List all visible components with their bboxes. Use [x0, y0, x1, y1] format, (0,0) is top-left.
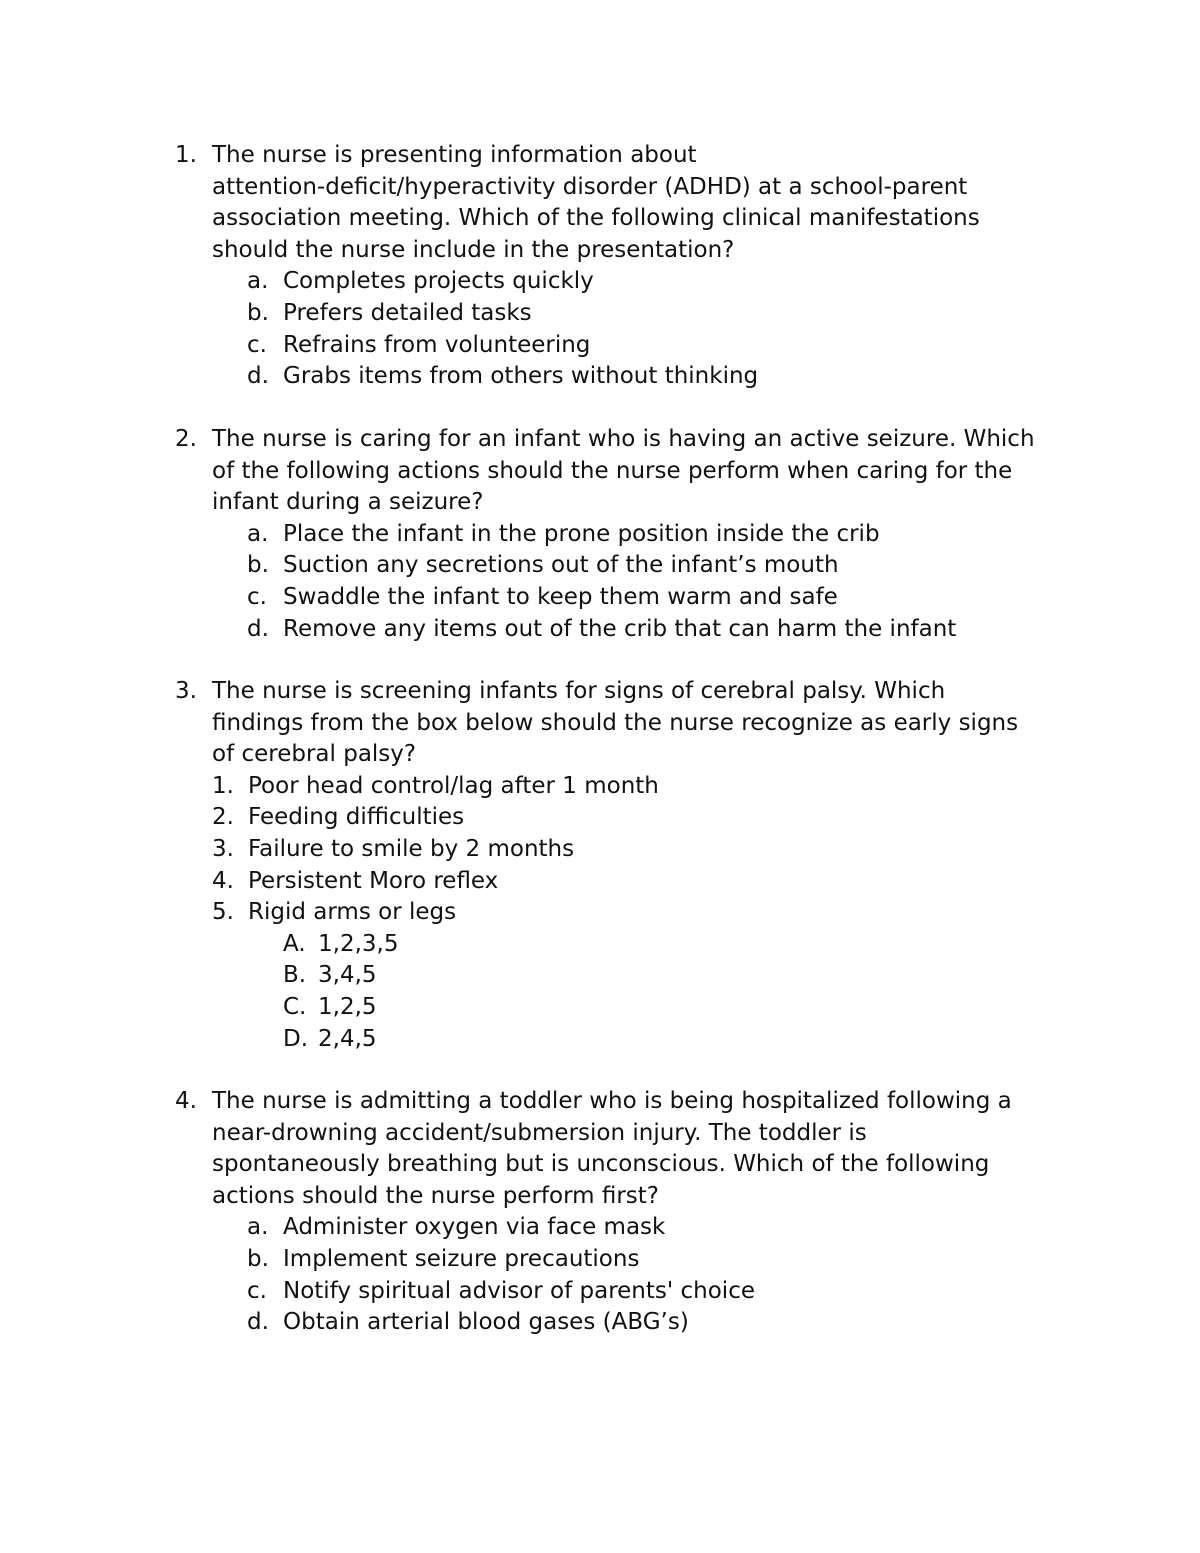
finding-item: [0, 771, 1200, 803]
answer-option: [0, 519, 1200, 551]
question-stem-line: [0, 1118, 1200, 1150]
question-number: 3.: [175, 678, 197, 704]
option-text: Implement seizure precautions: [283, 1245, 640, 1272]
question-1: [0, 140, 1200, 393]
option-text: Administer oxygen via face mask: [283, 1214, 666, 1241]
finding-item: [0, 802, 1200, 834]
question-stem-text: infant during a seizure?: [212, 489, 484, 516]
question-stem-line: [0, 203, 1200, 235]
choice-letter: B.: [283, 962, 307, 989]
question-stem-text: actions should the nurse perform first?: [212, 1182, 660, 1209]
finding-text: Poor head control/lag after 1 month: [248, 772, 659, 799]
question-stem-line: [0, 739, 1200, 771]
question-stem-line: [0, 1149, 1200, 1181]
finding-number: 4.: [212, 867, 234, 894]
option-letter: a.: [247, 520, 269, 547]
question-number: 4.: [175, 1088, 197, 1114]
choice-text: 2,4,5: [318, 1025, 377, 1052]
question-stem-line: [0, 140, 1200, 172]
question-stem-line: [0, 235, 1200, 267]
finding-number: 3.: [212, 835, 234, 862]
question-number: 1.: [175, 142, 197, 168]
answer-option: [0, 361, 1200, 393]
choice-text: 1,2,3,5: [318, 930, 399, 957]
question-2: [0, 424, 1200, 645]
question-stem-text: spontaneously breathing but is unconscious. Which of the following: [212, 1151, 990, 1178]
finding-text: Persistent Moro reflex: [248, 867, 499, 894]
question-stem-text: The nurse is caring for an infant who is having an active seizure. Which: [212, 426, 1035, 452]
question-stem-line: [0, 1181, 1200, 1213]
question-stem-line: [0, 676, 1200, 708]
finding-text: Failure to smile by 2 months: [248, 835, 575, 862]
choice-text: 1,2,5: [318, 993, 377, 1020]
finding-number: 2.: [212, 804, 234, 831]
finding-item: [0, 866, 1200, 898]
option-text: Obtain arterial blood gases (ABG’s): [283, 1309, 689, 1336]
option-text: Notify spiritual advisor of parents' choice: [283, 1277, 755, 1304]
question-stem-text: should the nurse include in the presentation?: [212, 236, 735, 263]
choice-letter: D.: [283, 1025, 309, 1052]
option-letter: c.: [247, 1277, 267, 1304]
option-letter: b.: [247, 1245, 269, 1272]
question-stem-line: [0, 172, 1200, 204]
answer-option: [0, 1276, 1200, 1308]
answer-option: [0, 1307, 1200, 1339]
question-stem-text: of the following actions should the nurse perform when caring for the: [212, 457, 1013, 484]
question-stem-text: of cerebral palsy?: [212, 741, 417, 768]
answer-choice: [0, 1024, 1200, 1056]
question-stem-line: [0, 1086, 1200, 1118]
question-stem-text: attention-deficit/hyperactivity disorder (ADHD) at a school-parent: [212, 173, 968, 200]
question-stem-text: near-drowning accident/submersion injury. The toddler is: [212, 1119, 867, 1146]
question-3: [0, 676, 1200, 1055]
question-stem-text: findings from the box below should the nurse recognize as early signs: [212, 709, 1019, 736]
option-text: Completes projects quickly: [283, 268, 594, 295]
choice-text: 3,4,5: [318, 962, 377, 989]
option-letter: d.: [247, 363, 269, 390]
option-letter: a.: [247, 268, 269, 295]
answer-option: [0, 614, 1200, 646]
question-stem-text: The nurse is admitting a toddler who is being hospitalized following a: [212, 1088, 1012, 1114]
question-number: 2.: [175, 426, 197, 452]
answer-option: [0, 582, 1200, 614]
question-stem-text: The nurse is screening infants for signs of cerebral palsy. Which: [212, 678, 946, 704]
question-stem-line: [0, 487, 1200, 519]
question-stem-text: The nurse is presenting information about: [212, 142, 697, 168]
answer-option: [0, 1212, 1200, 1244]
finding-item: [0, 897, 1200, 929]
answer-option: [0, 550, 1200, 582]
finding-number: 5.: [212, 899, 234, 926]
question-4: [0, 1086, 1200, 1339]
finding-number: 1.: [212, 772, 234, 799]
answer-option: [0, 330, 1200, 362]
option-letter: d.: [247, 1309, 269, 1336]
question-stem-line: [0, 424, 1200, 456]
option-letter: b.: [247, 299, 269, 326]
answer-choice: [0, 929, 1200, 961]
answer-choice: [0, 992, 1200, 1024]
question-stem-text: association meeting. Which of the following clinical manifestations: [212, 205, 980, 232]
option-letter: a.: [247, 1214, 269, 1241]
option-letter: c.: [247, 331, 267, 358]
answer-option: [0, 1244, 1200, 1276]
finding-text: Feeding difficulties: [248, 804, 465, 831]
option-text: Refrains from volunteering: [283, 331, 591, 358]
answer-option: [0, 266, 1200, 298]
option-text: Prefers detailed tasks: [283, 299, 532, 326]
option-letter: b.: [247, 552, 269, 579]
option-text: Swaddle the infant to keep them warm and safe: [283, 583, 838, 610]
answer-option: [0, 298, 1200, 330]
finding-text: Rigid arms or legs: [248, 899, 457, 926]
option-text: Remove any items out of the crib that can harm the infant: [283, 615, 957, 642]
option-text: Suction any secretions out of the infant’s mouth: [283, 552, 839, 579]
finding-item: [0, 834, 1200, 866]
option-letter: c.: [247, 583, 267, 610]
choice-letter: C.: [283, 993, 307, 1020]
option-text: Place the infant in the prone position inside the crib: [283, 520, 880, 547]
option-letter: d.: [247, 615, 269, 642]
choice-letter: A.: [283, 930, 306, 957]
question-stem-line: [0, 708, 1200, 740]
option-text: Grabs items from others without thinking: [283, 363, 759, 390]
question-stem-line: [0, 456, 1200, 488]
answer-choice: [0, 960, 1200, 992]
